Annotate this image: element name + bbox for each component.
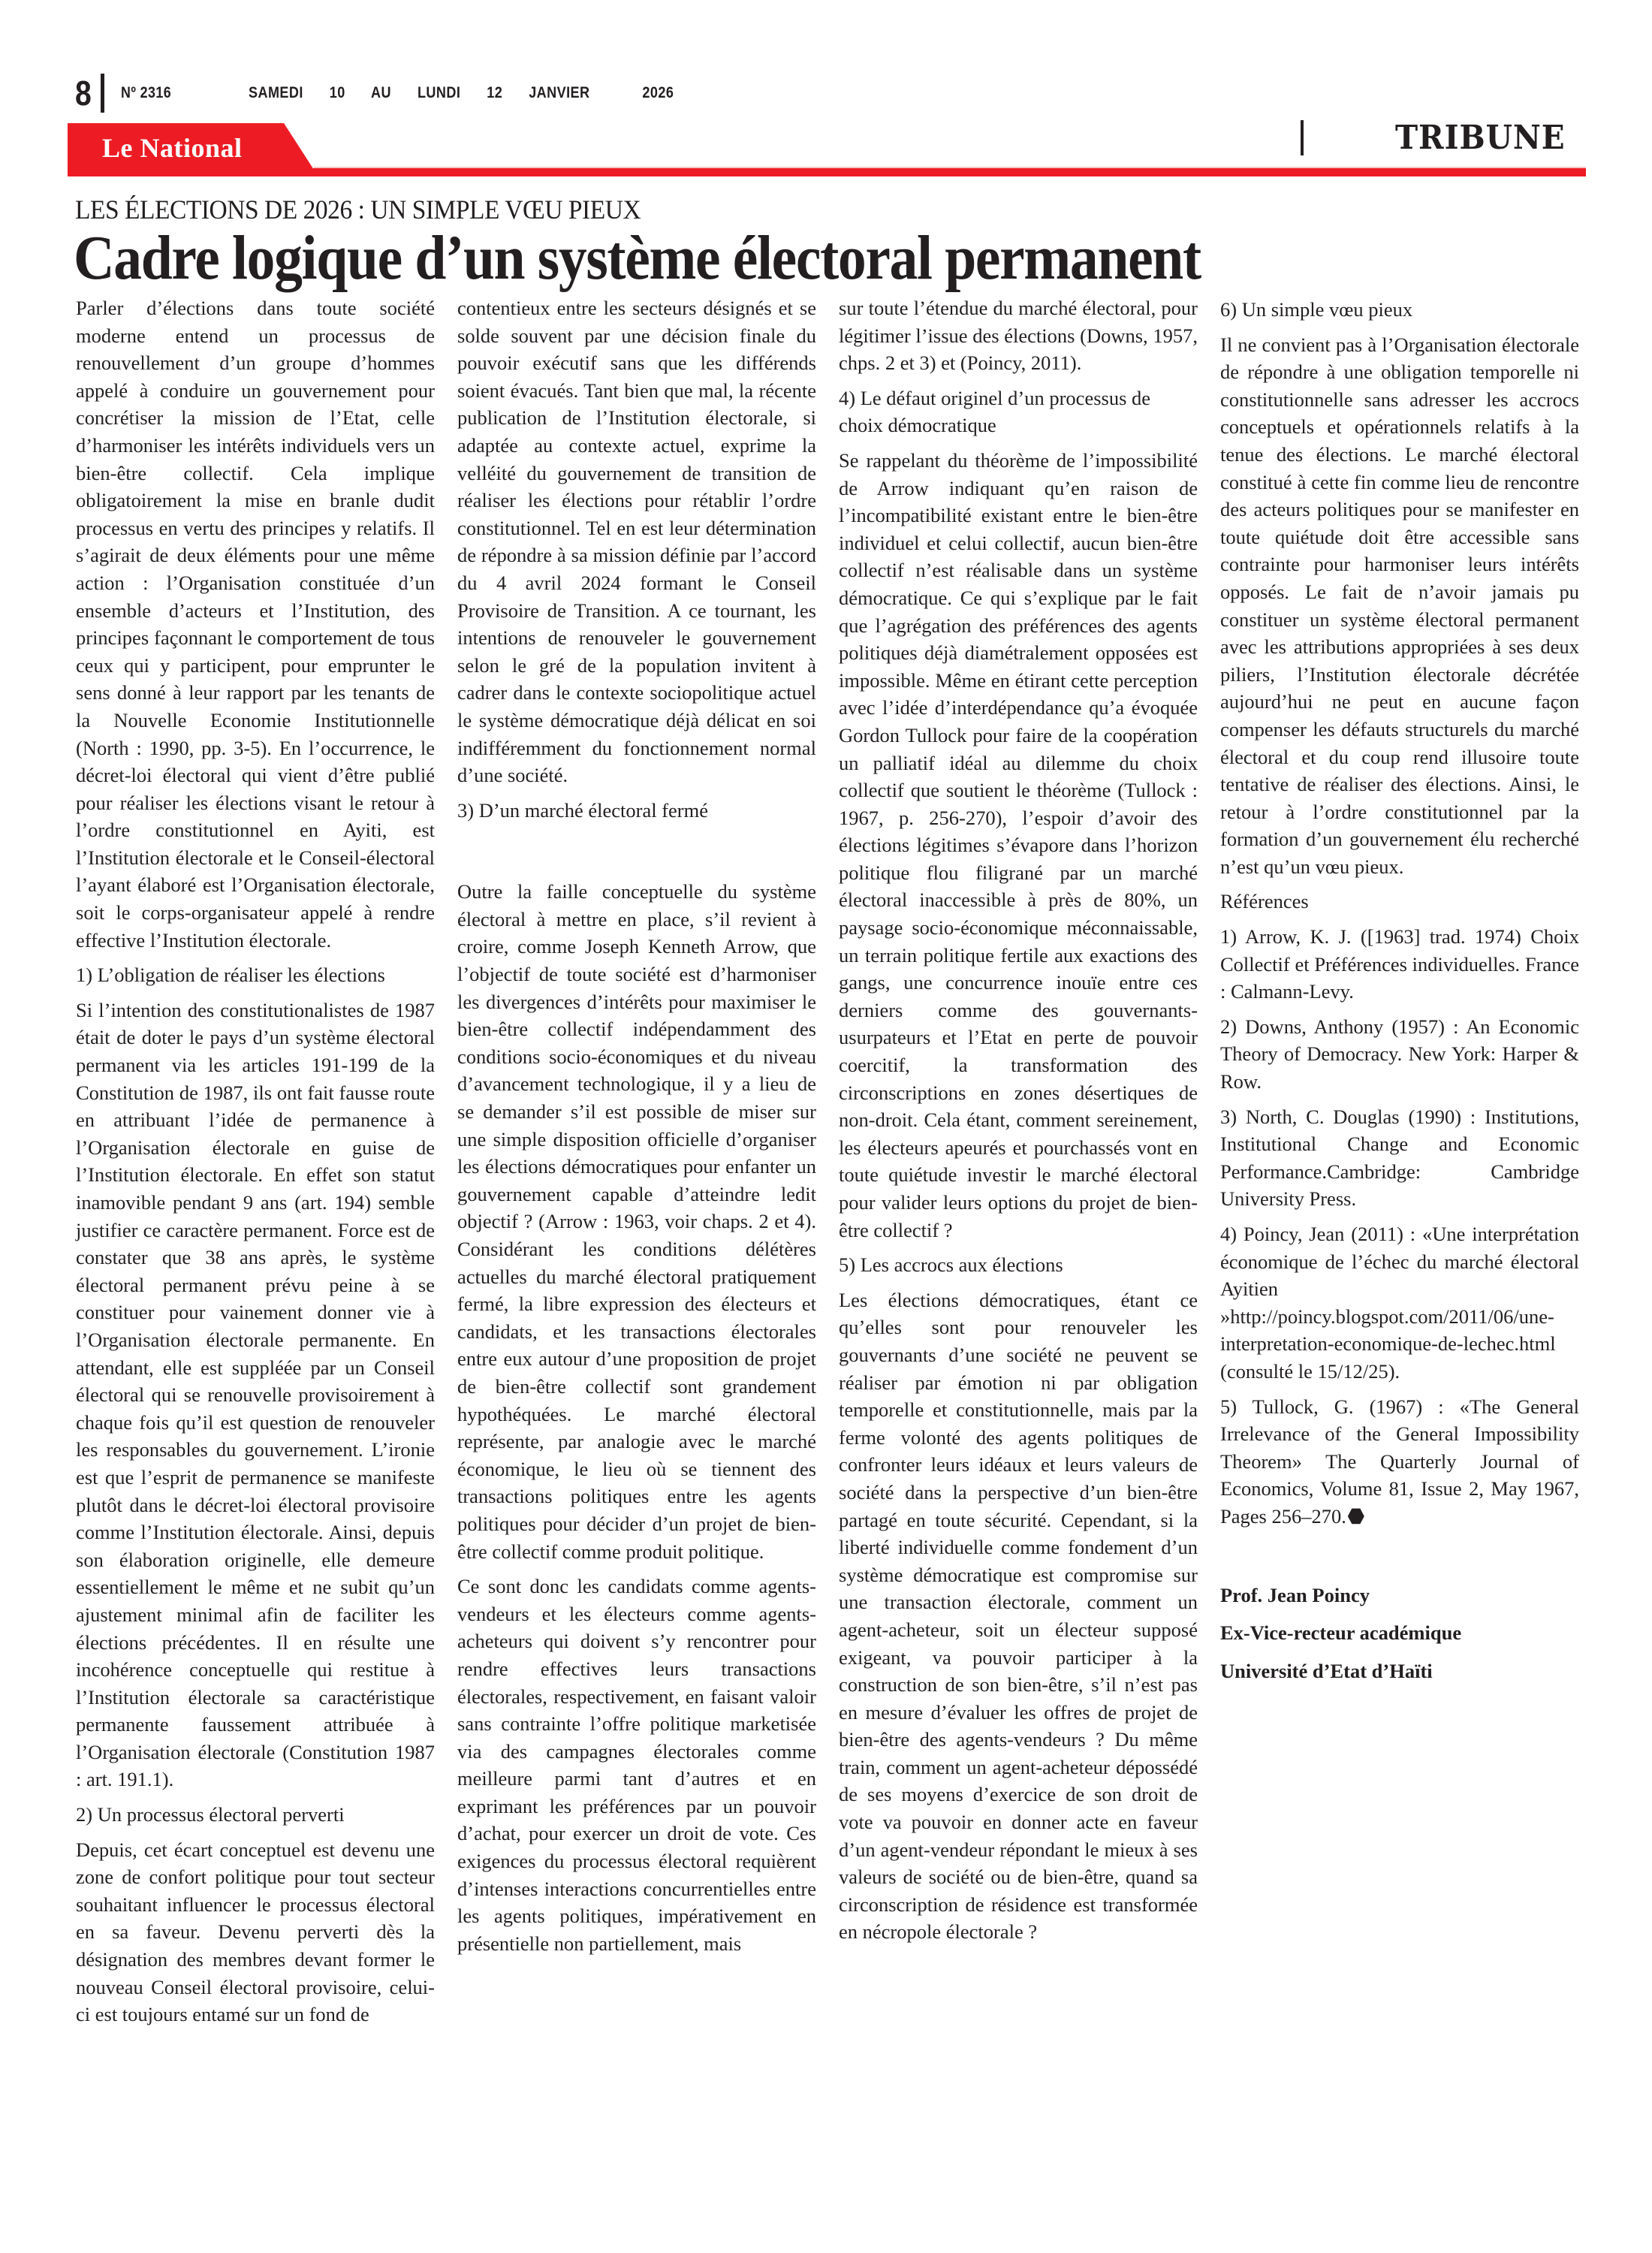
section-3-paragraph-2-start: Ce sont donc les candidats comme agents-vendeurs et les électeurs comme agents-acheteurs qui doivent s’y rencontrer pour rendre effectives leurs transactions électorales, respectivement, en faisant valoir sans contrainte l’offre politique marketisée via des campagnes électorales comme meilleure parmi tant d’autres et en exprimant les préférences par un pouvoir d’achat, pour exercer un droit de vote. Ces exigences du processus électoral requièrent d’intenses interactions concurrentielles entre les agents politiques, impérativement en présentielle non partiellement, mais [457, 1575, 816, 1955]
author-institution: Université d’Etat d’Haïti [1220, 1659, 1433, 1682]
column-gap [457, 831, 816, 878]
article-column-2 [457, 294, 816, 1965]
section-label: TRIBUNE [1395, 119, 1566, 157]
section-6-paragraph: Il ne convient pas à l’Organisation électorale de répondre à une obligation temporelle ni constitutionnelle sans adresser les accrocs conceptuels et opérationnels relatifs à la tenue des élections. Le marché électoral constitué à cette fin comme lieu de rencontre des acteurs politiques pour se manifester en toute quiétude doit être accessible sans contrainte pour harmoniser leurs intérêts opposés. Le fait de n’avoir jamais pu constituer un système électoral permanent avec les attributions appropriées à ses deux piliers, l’Institution électorale décrétée aujourd’hui ne peut en aucune façon compenser les défauts structurels du marché électoral et du coup rend illusoire toute tentative de réaliser des élections. Ainsi, le retour à l’ordre constitutionnel par la formation d’un gouvernement élu recherché n’est qu’un vœu pieux. [1220, 333, 1579, 878]
article-column-1 [76, 294, 435, 2036]
author-title: Ex-Vice-recteur académique [1220, 1621, 1462, 1645]
section-3-paragraph-1: Outre la faille conceptuelle du système électoral à mettre en place, s’il revient à croire, comme Joseph Kenneth Arrow, que l’objectif de toute société est d’harmoniser les divergences d’intérêts pour maximiser le bien-être collectif indépendamment des conditions socio-économiques et du niveau d’avancement technologique, il y a lieu de se demander s’il est possible de miser sur une simple disposition officielle d’organiser les élections démocratiques pour enfanter un gouvernement capable d’atteindre ledit objectif ? (Arrow : 1963, voir chaps. 2 et 4). Considérant les conditions délétères actuelles du marché électoral pratiquement fermé, la libre expression des électeurs et candidats, et les transactions électorales entre eux autour d’une proposition de projet de bien-être collectif sont grandement hypothéquées. Le marché électoral représente, par analogie avec le marché économique, le lieu où se tiennent des transactions politiques entre les agents politiques pour décider d’un projet de bien-être collectif comme produit politique. [457, 880, 816, 1563]
section-heading-3: 3) D’un marché électoral fermé [457, 798, 709, 822]
reference-item-text: 5) Tullock, G. (1967) : «The General Irrelevance of the General Impossibility Theorem» The Quarterly Journal of Economics, Volume 81, Issue 2, May 1967, Pages 256–270. [1220, 1395, 1579, 1528]
article-column-3 [839, 294, 1198, 1953]
issue-date: SAMEDI 10 AU LUNDI 12 JANVIER 2026 [249, 84, 674, 101]
intro-paragraph: Parler d’élections dans toute société moderne entend un processus de renouvellement d’un groupe d’hommes appelé à conduire un gouvernement pour concrétiser la mission de l’Etat, celle d’harmoniser les intérêts individuels vers un bien-être collectif. Cela implique obligatoirement la mise en branle dudit processus en vertu des principes y relatifs. Il s’agirait de deux éléments pour une même action : l’Organisation constituée d’un ensemble d’acteurs et l’Institution, des principes façonnant le comportement de tous ceux qui y participent, pour emprunter le sens donné à leur rapport par les tenants de la Nouvelle Economie Institutionnelle (North : 1990, pp. 3-5). En l’occurrence, le décret-loi électoral qui vient d’être publié pour réaliser les élections visant le retour à l’ordre constitutionnel en Ayiti, est l’Institution électorale et le Conseil-électoral l’ayant élaboré est l’Organisation électorale, soit le corps-organisateur appelé à rendre effective l’Institution électorale. [76, 297, 435, 952]
reference-item-last [1220, 1393, 1579, 1531]
reference-item: 1) Arrow, K. J. ([1963] trad. 1974) Choix Collectif et Préférences individuelles. France : Calmann-Levy. [1220, 925, 1579, 1003]
signature-spacer [1220, 1538, 1579, 1582]
section-2-paragraph-cont: contentieux entre les secteurs désignés et se solde souvent par une décision finale du pouvoir exécutif sans que les différends soient évacués. Tant bien que mal, la récente publication de l’Institution électorale, si adaptée au contexte actuel, exprime la velléité du gouvernement de transition de réaliser les élections pour rétablir l’ordre constitutionnel. Tel en est leur détermination de répondre à sa mission définie par l’accord du 4 avril 2024 formant le Conseil Provisoire de Transition. A ce tournant, les intentions de renouveler le gouvernement selon le gré de la population invitent à cadrer dans le contexte sociopolitique actuel le système démocratique déjà délicat en soi indifféremment du fonctionnement normal d’une société. [457, 297, 816, 787]
article-kicker: LES ÉLECTIONS DE 2026 : UN SIMPLE VŒU PIEUX [75, 195, 641, 225]
section-heading-2: 2) Un processus électoral perverti [76, 1803, 345, 1826]
section-divider [1301, 120, 1304, 155]
section-heading-4: 4) Le défaut originel d’un processus de choix démocratique [839, 386, 1151, 437]
section-2-paragraph-start: Depuis, cet écart conceptuel est devenu une zone de confort politique pour tout secteur souhaitant influencer le processus électoral en sa faveur. Devenu perverti dès la désignation des membres devant former le nouveau Conseil électoral provisoire, celui-ci est toujours entamé sur un fond de [76, 1838, 435, 2026]
publication-name: Le National [102, 133, 243, 163]
section-3-paragraph-2-cont: sur toute l’étendue du marché électoral, pour légitimer l’issue des élections (Downs, 1957, chps. 2 et 3) et (Poincy, 2011). [839, 297, 1198, 375]
section-4-paragraph: Se rappelant du théorème de l’impossibilité de Arrow indiquant qu’en raison de l’incompatibilité existant entre le bien-être individuel et celui collectif, aucun bien-être collectif n’est réalisable dans un système démocratique. Ce qui s’explique par le fait que l’agrégation des préférences des agents politiques déjà diamétralement opposées est impossible. Même en étirant cette perception avec l’idée d’interdépendance qu’a évoquée Gordon Tullock pour faire de la coopération un palliatif idéal au dilemme du choix collectif que soutient le théorème (Tullock : 1967, p. 256-270), l’espoir d’avoir des élections légitimes s’évapore dans l’horizon politique flou filigrané par un marché électoral inaccessible à près de 80%, un paysage socio-économique méconnaissable, un terrain politique fertile aux exactions des gangs, une concurrence inouïe entre ces derniers comme des gouvernants-usurpateurs et l’Etat en perte de pouvoir coercitif, la transformation des circonscriptions en zones désertiques de non-droit. Cela étant, comment sereinement, les électeurs apeurés et pourchassés vont en toute quiétude investir le marché électoral pour valider leurs options du projet de bien-être collectif ? [839, 448, 1198, 1241]
folio-bar [75, 74, 743, 113]
author-signature [1220, 1582, 1579, 1685]
hexagon-end-mark-icon [1348, 1508, 1364, 1525]
section-5-paragraph: Les élections démocratiques, étant ce qu’elles sont pour renouveler les gouvernants d’une société ne peuvent se réaliser par émotion ni par obligation temporelle et constitutionnelle, mais par la ferme volonté des agents politiques de confronter leurs idéaux et leurs valeurs de société dans la perspective d’un bien-être partagé en toute sécurité. Cependant, si la liberté individuelle comme fondement d’un système démocratique est compromise sur une transaction électorale, comment un agent-acheteur, soit un électeur supposé exigeant, va pouvoir participer à la construction de son bien-être, s’il n’est pas en mesure d’évaluer les offres de projet de bien-être des agents-vendeurs ? Du même train, comment un agent-acheteur dépossédé de ses moyens d’exercice de son droit de vote va pouvoir en donner acte en faveur d’un agent-vendeur répondant le mieux à ses valeurs de société ou de bien-être, quand sa circonscription de résidence est transformée en nécropole électorale ? [839, 1288, 1198, 1944]
article-headline: Cadre logique d’un système électoral permanent [74, 223, 1201, 293]
reference-item: 4) Poincy, Jean (2011) : «Une interprétation économique de l’échec du marché électoral Ayitien »http://poincy.blogspot.com/2011/06/une-interpretation-economique-de-lechec.html (consulté le 15/12/25). [1220, 1223, 1579, 1383]
folio-divider [101, 74, 104, 113]
rule-highlight [314, 167, 1586, 168]
section-1-paragraph: Si l’intention des constitutionalistes de 1987 était de doter le pays d’un système électoral permanent via les articles 191-199 de la Constitution de 1987, ils ont fait fausse route en attribuant l’idée de permanence à l’Organisation électorale en guise de l’Institution électorale. En effet son statut inamovible pendant 9 ans (art. 194) semble justifier ce caractère permanent. Force est de constater que 38 ans après, le système électoral permanent prévu peine à se constituer pour vainement donner vie à l’Organisation électorale permanente. En attendant, elle est suppléée par un Conseil électoral qui se renouvelle provisoirement à chaque fois qu’il est question de renouveler les responsables du gouvernement. L’ironie est que l’esprit de permanence se manifeste plutôt dans le décret-loi électoral provisoire comme l’Institution électorale. Ainsi, depuis son élaboration originelle, elle demeure essentiellement le même et ne subit qu’un ajustement minimal afin de faciliter les élections précédentes. Il en résulte une incohérence conceptuelle qui restitue à l’Institution électorale sa caractéristique permanente faussement attribuée à l’Organisation électorale (Constitution 1987 : art. 191.1). [76, 998, 435, 1791]
references-heading: Références [1220, 890, 1309, 913]
section-band [68, 123, 1586, 176]
article-column-4 [1220, 294, 1579, 1695]
section-heading-1: 1) L’obligation de réaliser les élections [76, 964, 385, 987]
section-heading-6: 6) Un simple vœu pieux [1220, 298, 1413, 321]
author-name: Prof. Jean Poincy [1220, 1583, 1370, 1606]
issue-number: Nº 2316 [121, 84, 172, 101]
section-heading-5: 5) Les accrocs aux élections [839, 1253, 1063, 1277]
page-number: 8 [75, 74, 91, 113]
reference-item: 2) Downs, Anthony (1957) : An Economic Theory of Democracy. New York: Harper & Row. [1220, 1015, 1579, 1093]
reference-item: 3) North, C. Douglas (1990) : Institutions, Institutional Change and Economic Performance.Cambridge: Cambridge University Press. [1220, 1105, 1579, 1211]
